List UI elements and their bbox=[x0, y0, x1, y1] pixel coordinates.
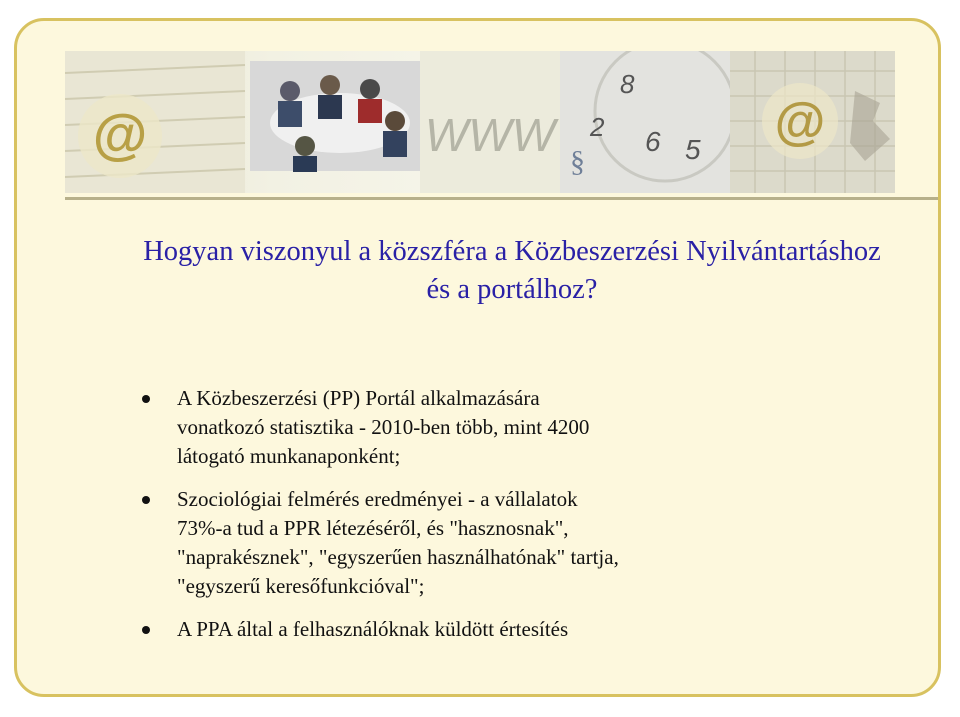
slide bbox=[14, 18, 941, 697]
banner-divider bbox=[65, 197, 941, 200]
bullet-icon bbox=[142, 395, 150, 403]
bullet-icon bbox=[142, 626, 150, 634]
clock-number-3: 6 bbox=[645, 126, 661, 157]
bullet-item bbox=[133, 615, 933, 644]
clock-number-1: 8 bbox=[620, 69, 635, 99]
at-symbol-right: @ bbox=[774, 93, 826, 151]
banner-collage bbox=[65, 51, 895, 193]
section-symbol: § bbox=[570, 145, 585, 178]
bullet-icon bbox=[142, 496, 150, 504]
www-text: WWW bbox=[424, 109, 556, 161]
bullet-list bbox=[133, 384, 933, 658]
bullet-text: A Közbeszerzési (PP) Portál alkalmazására vonatkozó statisztika - 2010-ben több, mint 4200 látogató munkanaponként; bbox=[177, 386, 590, 468]
slide-title: Hogyan viszonyul a közszféra a Közbeszerzési Nyilvántartáshoz és a portálhoz? bbox=[143, 236, 881, 305]
bullet-text: A PPA által a felhasználóknak küldött értesítés bbox=[177, 617, 569, 641]
bullet-item bbox=[133, 384, 933, 471]
clock-number-4: 5 bbox=[685, 134, 701, 165]
at-symbol-left: @ bbox=[92, 102, 148, 165]
bullet-item bbox=[133, 485, 933, 601]
clock-number-2: 2 bbox=[590, 112, 605, 142]
bullet-text: Szociológiai felmérés eredményei - a vállalatok 73%-a tud a PPR létezéséről, és "hasznosnak", "naprakésznek", "egyszerűen használhatónak" tartja, "egyszerű keresőfunkcióval"; bbox=[177, 487, 619, 598]
header-banner-image bbox=[65, 51, 895, 193]
